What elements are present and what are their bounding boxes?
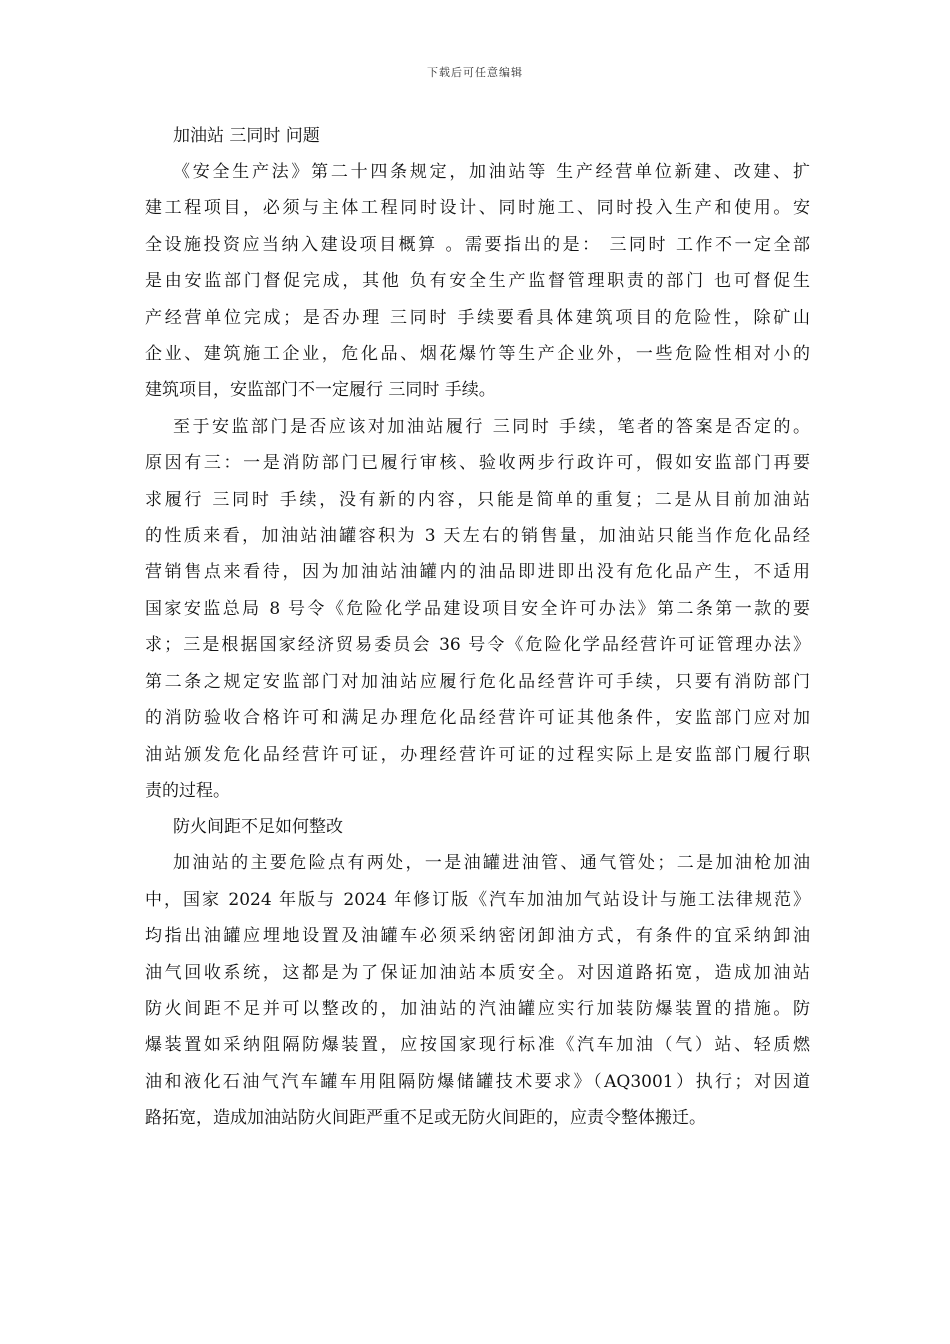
text-line: 中，国家 2024 年版与 2024 年修订版《汽车加油加气站设计与施工法律规范》: [145, 889, 810, 910]
text-line: 均指出油罐应埋地设置及油罐车必须采纳密闭卸油方式，有条件的宜采纳卸油: [145, 926, 810, 947]
text-line: 加油站的主要危险点有两处，一是油罐进油管、通气管处；二是加油枪加油: [173, 853, 810, 874]
text-line: 的性质来看，加油站油罐容积为 3 天左右的销售量，加油站只能当作危化品经: [145, 526, 810, 547]
body-paragraph: [145, 409, 810, 809]
text-line: 建工程项目，必须与主体工程同时设计、同时施工、同时投入生产和使用。安: [145, 198, 810, 219]
body-paragraph: [145, 154, 810, 409]
text-line: 求；三是根据国家经济贸易委员会 36 号令《危险化学品经营许可证管理办法》: [145, 635, 810, 656]
text-line: 责的过程。: [145, 780, 230, 801]
text-line: 油和液化石油气汽车罐车用阻隔防爆储罐技术要求》（AQ3001）执行；对因道: [145, 1071, 810, 1092]
text-line: 产经营单位完成；是否办理 三同时 手续要看具体建筑项目的危险性，除矿山: [145, 307, 810, 328]
text-line: 全设施投资应当纳入建设项目概算 。需要指出的是： 三同时 工作不一定全部: [145, 234, 810, 255]
text-line: 油气回收系统，这都是为了保证加油站本质安全。对因道路拓宽，造成加油站: [145, 962, 810, 983]
text-line: 是由安监部门督促完成，其他 负有安全生产监督管理职责的部门 也可督促生: [145, 271, 810, 292]
text-line: 国家安监总局 8 号令《危险化学品建设项目安全许可办法》第二条第一款的要: [145, 598, 810, 619]
text-line: 《安全生产法》第二十四条规定，加油站等 生产经营单位新建、改建、扩: [173, 162, 810, 182]
text-line: 路拓宽，造成加油站防火间距严重不足或无防火间距的，应责令整体搬迁。: [145, 1108, 706, 1129]
text-line: 企业、建筑施工企业，危化品、烟花爆竹等生产企业外，一些危险性相对小的: [145, 344, 810, 365]
text-line: 建筑项目，安监部门不一定履行 三同时 手续。: [145, 380, 496, 401]
text-line: 爆装置如采纳阻隔防爆装置，应按国家现行标准《汽车加油（气）站、轻质燃: [145, 1035, 810, 1056]
document-body: [145, 118, 810, 1137]
body-paragraph: [145, 845, 810, 1136]
section-heading: 加油站 三同时 问题: [173, 126, 320, 146]
page-header: 下载后可任意编辑: [427, 66, 523, 79]
text-line: 第二条之规定安监部门对加油站应履行危化品经营许可手续，只要有消防部门: [145, 671, 810, 692]
text-line: 的消防验收合格许可和满足办理危化品经营许可证其他条件，安监部门应对加: [145, 708, 810, 729]
section-heading: 防火间距不足如何整改: [173, 817, 343, 838]
text-line: 防火间距不足并可以整改的，加油站的汽油罐应实行加装防爆装置的措施。防: [145, 998, 810, 1019]
text-line: 至于安监部门是否应该对加油站履行 三同时 手续，笔者的答案是否定的。: [173, 416, 810, 437]
text-line: 营销售点来看待，因为加油站油罐内的油品即进即出没有危化品产生，不适用: [145, 562, 810, 583]
text-line: 油站颁发危化品经营许可证，办理经营许可证的过程实际上是安监部门履行职: [145, 744, 810, 765]
text-line: 原因有三：一是消防部门已履行审核、验收两步行政许可，假如安监部门再要: [145, 453, 810, 474]
text-line: 求履行 三同时 手续，没有新的内容，只能是简单的重复；二是从目前加油站: [145, 489, 810, 510]
